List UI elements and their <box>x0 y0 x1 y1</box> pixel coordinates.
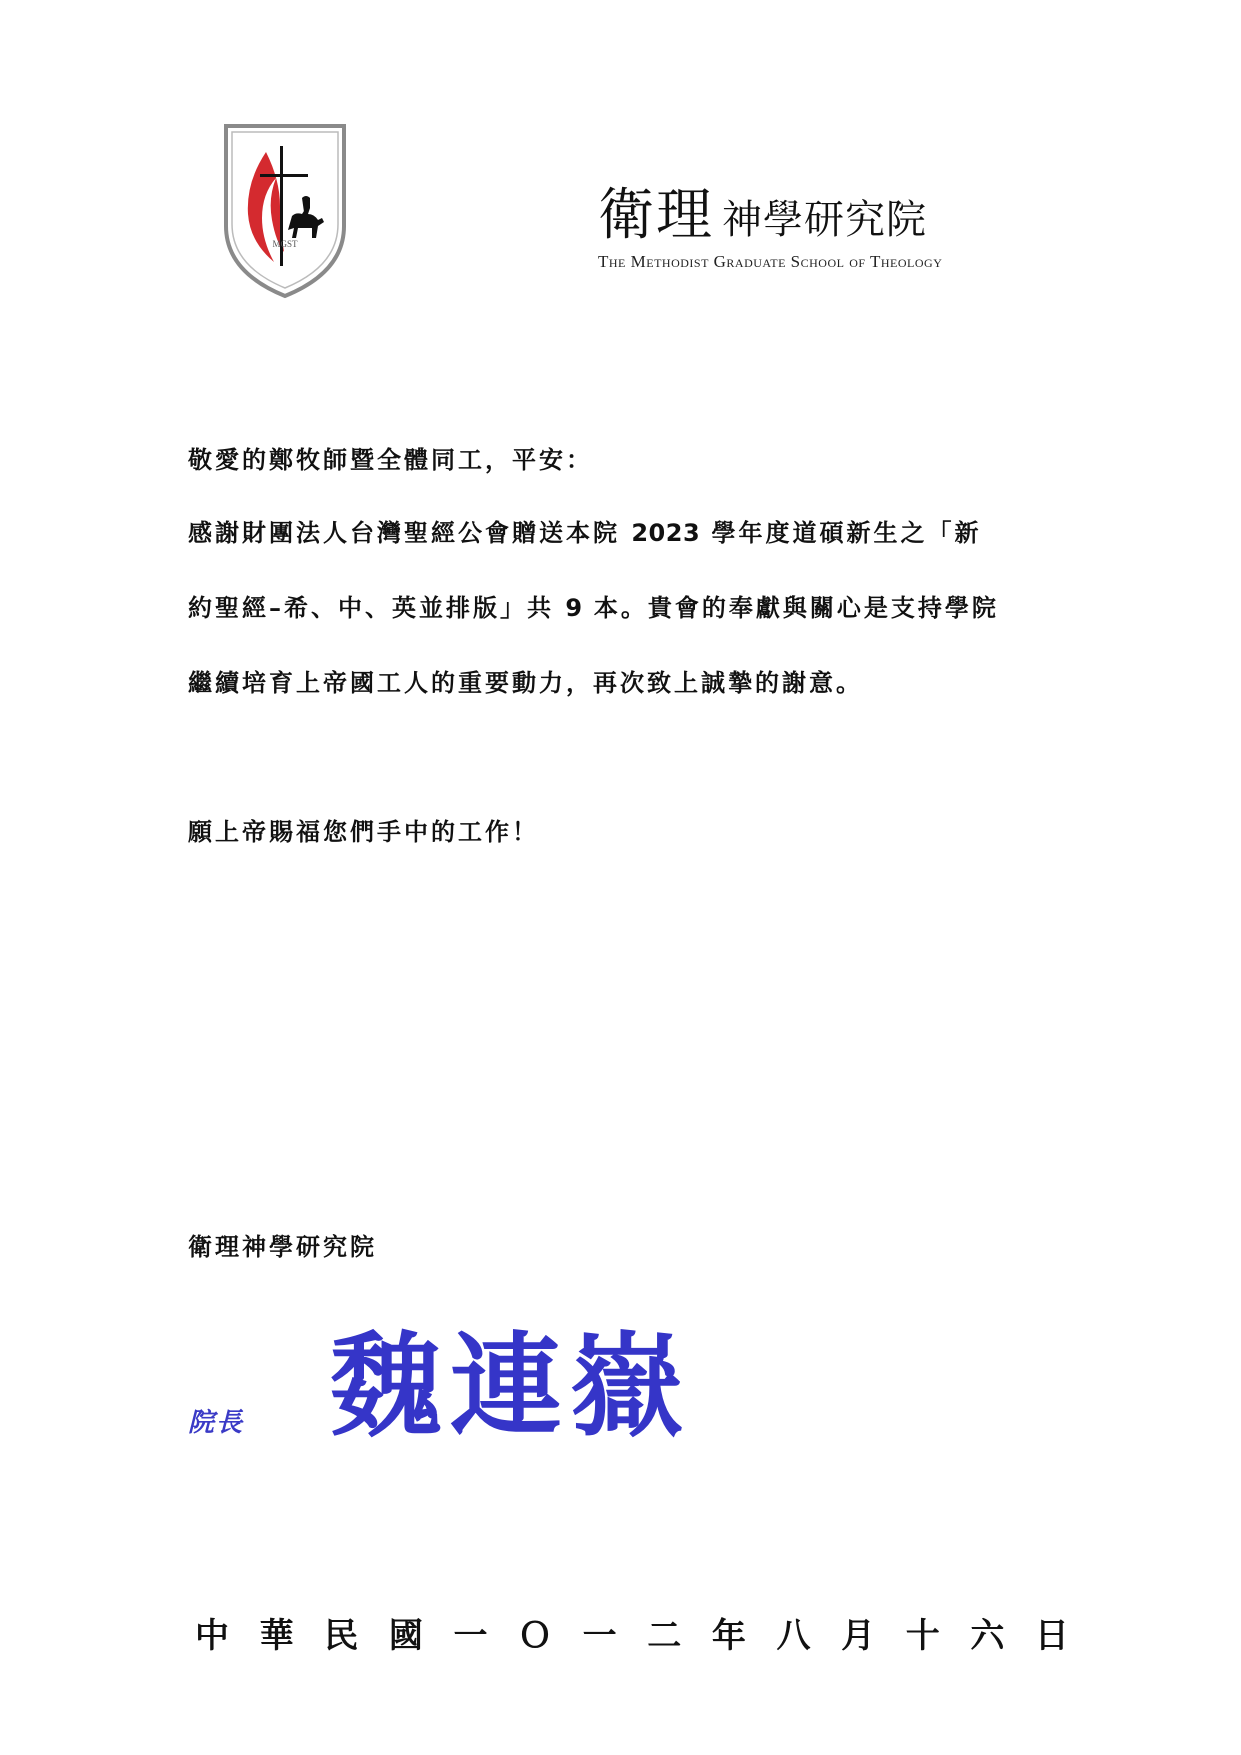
date-char: 十 <box>905 1616 940 1656</box>
paragraph-line-1 <box>188 513 982 548</box>
date-char: 中 <box>195 1616 229 1656</box>
school-name-main: 衛理 <box>598 183 714 248</box>
date-char: 年 <box>711 1616 746 1656</box>
bible-count: 9 <box>565 594 583 622</box>
paragraph-line-2 <box>188 588 999 623</box>
date-char: Ｏ <box>518 1616 553 1656</box>
school-shield-logo <box>222 122 348 300</box>
signoff-title: 院長 <box>188 1408 245 1438</box>
school-name-chinese <box>598 172 1038 248</box>
paragraph-line-2-b: 本。貴會的奉獻與關心是支持學院 <box>593 593 999 622</box>
date-char: 日 <box>1034 1616 1069 1656</box>
date-line <box>192 1608 1072 1657</box>
date-char: 國 <box>388 1616 423 1656</box>
date-char: 八 <box>776 1616 811 1656</box>
school-name-rest: 神學研究院 <box>722 197 927 243</box>
paragraph-line-3: 繼續培育上帝國工人的重要動力，再次致上誠摯的謝意。 <box>188 668 863 697</box>
date-char: 月 <box>841 1616 876 1656</box>
date-char: 二 <box>647 1616 682 1656</box>
date-char: 華 <box>259 1616 294 1656</box>
blessing: 願上帝賜福您們手中的工作！ <box>188 817 539 846</box>
paragraph-line-2-a: 約聖經–希、中、英並排版」共 <box>188 593 554 622</box>
date-char: 一 <box>582 1616 617 1656</box>
salutation: 敬愛的鄭牧師暨全體同工，平安： <box>188 445 593 474</box>
signoff-organization: 衛理神學研究院 <box>188 1232 377 1261</box>
paragraph-line-1-b: 學年度道碩新生之「新 <box>711 518 982 547</box>
paragraph-line-1-a: 感謝財團法人台灣聖經公會贈送本院 <box>188 518 620 547</box>
date-char: 民 <box>324 1616 359 1656</box>
school-name-english: The Methodist Graduate School of Theology <box>598 252 943 271</box>
logo-text: MGST <box>272 239 298 249</box>
date-char: 六 <box>970 1616 1005 1656</box>
academic-year: 2023 <box>631 519 701 547</box>
date-char: 一 <box>453 1616 488 1656</box>
signature: 魏連嶽 <box>330 1321 690 1452</box>
